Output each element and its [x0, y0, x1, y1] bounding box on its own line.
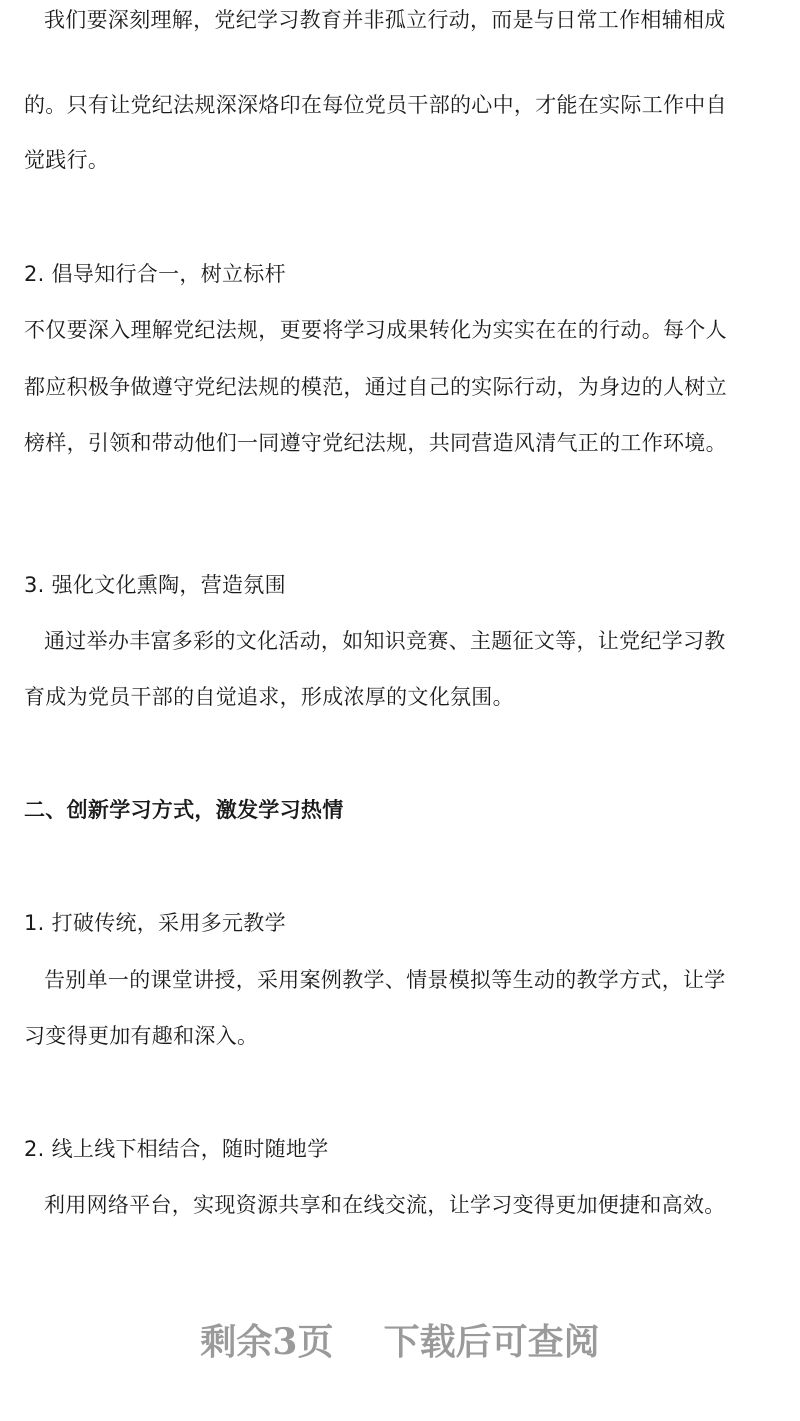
item-3-line-2: 育成为党员干部的自觉追求，形成浓厚的文化氛围。: [24, 685, 514, 709]
section-2-heading: 二、创新学习方式，激发学习热情: [24, 798, 344, 822]
section-2-item-1-title: 1. 打破传统，采用多元教学: [24, 911, 286, 935]
item-2-title: 2. 倡导知行合一，树立标杆: [24, 262, 286, 286]
item-2-line-1: 不仅要深入理解党纪法规，更要将学习成果转化为实实在在的行动。每个人: [24, 318, 727, 342]
intro-line-3: 觉践行。: [24, 148, 110, 172]
item-2-line-2: 都应积极争做遵守党纪法规的模范，通过自己的实际行动，为身边的人树立: [24, 375, 727, 399]
section-2-item-1-line-1: 告别单一的课堂讲授，采用案例教学、情景模拟等生动的教学方式，让学: [44, 968, 726, 992]
item-2-line-3: 榜样，引领和带动他们一同遵守党纪法规，共同营造风清气正的工作环境。: [24, 431, 727, 455]
item-3-title: 3. 强化文化熏陶，营造氛围: [24, 573, 286, 597]
remaining-pages-banner[interactable]: 剩余3页 下载后可查阅: [200, 1321, 600, 1363]
section-2-item-1-line-2: 习变得更加有趣和深入。: [24, 1024, 259, 1048]
intro-line-2: 的。只有让党纪法规深深烙印在每位党员干部的心中，才能在实际工作中自: [24, 93, 727, 117]
section-2-item-2-title: 2. 线上线下相结合，随时随地学: [24, 1137, 329, 1161]
section-2-item-2-line-1: 利用网络平台，实现资源共享和在线交流，让学习变得更加便捷和高效。: [44, 1193, 726, 1217]
item-3-line-1: 通过举办丰富多彩的文化活动，如知识竞赛、主题征文等，让党纪学习教: [44, 629, 726, 653]
intro-line-1: 我们要深刻理解，党纪学习教育并非孤立行动，而是与日常工作相辅相成: [44, 8, 726, 32]
